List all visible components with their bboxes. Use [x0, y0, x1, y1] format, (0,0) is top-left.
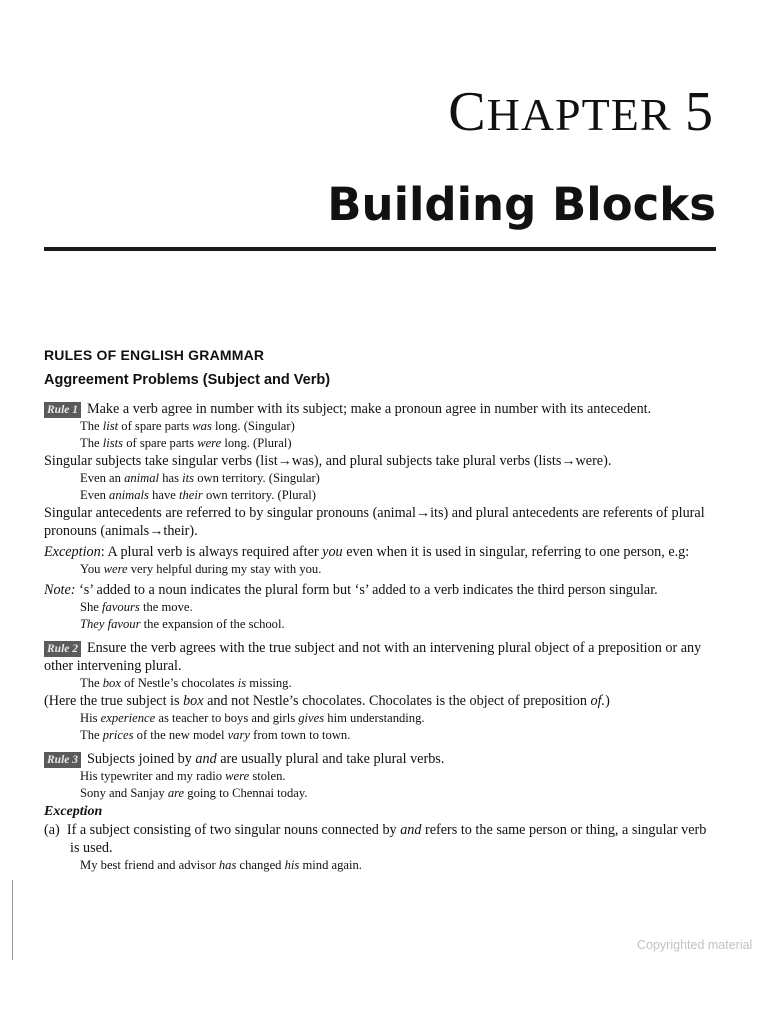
section-heading: RULES OF ENGLISH GRAMMAR: [44, 347, 265, 363]
rule2-example: The prices of the new model vary from town to town.: [80, 728, 351, 742]
exception-heading: Exception: [44, 804, 103, 819]
rule1-example: They favour the expansion of the school.: [80, 617, 285, 631]
rule1-example: You were very helpful during my stay with you.: [80, 562, 322, 576]
rule1-example: The lists of spare parts were long. (Plural): [80, 436, 292, 450]
rule2-paragraph: (Here the true subject is box and not Nestle’s chocolates. Chocolates is the object of preposition of.): [44, 693, 610, 709]
title-divider: [44, 247, 716, 251]
rule3-example: His typewriter and my radio were stolen.: [80, 769, 286, 783]
section-subheading: Aggreement Problems (Subject and Verb): [44, 372, 331, 388]
rule1-badge: Rule 1: [44, 402, 81, 418]
rule1-example: The list of spare parts was long. (Singular): [80, 419, 295, 433]
rule1-note: Note: ‘s’ added to a noun indicates the plural form but ‘s’ added to a verb indicates the third person singular.: [44, 582, 658, 598]
rule1-statement: Rule 1 Make a verb agree in number with its subject; make a pronoun agree in number with its antecedent.: [44, 400, 718, 418]
copyright-watermark: Copyrighted material: [637, 938, 753, 952]
rule3-statement: Rule 3 Subjects joined by and are usually plural and take plural verbs.: [44, 750, 718, 768]
chapter-title: Building Blocks: [327, 178, 716, 231]
rule1-example: Even animals have their own territory. (Plural): [80, 488, 316, 502]
rule3-example: My best friend and advisor has changed his mind again.: [80, 858, 362, 872]
exception-item-a: (a) If a subject consisting of two singular nouns connected by and refers to the same person or thing, a singular verb is used.: [44, 822, 707, 856]
rule1-paragraph: Singular subjects take singular verbs (list→was), and plural subjects take plural verbs (lists→were).: [44, 453, 612, 469]
rule1-exception: Exception: A plural verb is always required after you even when it is used in singular, referring to one person, e.g:: [44, 544, 690, 560]
rule1-paragraph: Singular antecedents are referred to by singular pronouns (animal→its) and plural antecedents are referents of plural pronouns (animals→their).: [44, 505, 705, 539]
rule2-example: The box of Nestle’s chocolates is missing.: [80, 676, 292, 690]
chapter-number: CHAPTER 5: [448, 81, 714, 143]
page-content: [44, 347, 718, 874]
rule3-example: Sony and Sanjay are going to Chennai today.: [80, 786, 308, 800]
rule2-badge: Rule 2: [44, 641, 81, 657]
rule1-example: Even an animal has its own territory. (Singular): [80, 471, 320, 485]
scan-margin-mark: [12, 880, 13, 960]
rule2-statement: Rule 2 Ensure the verb agrees with the true subject and not with an intervening plural object of a preposition or any other intervening plural.: [44, 640, 702, 674]
rule3-badge: Rule 3: [44, 752, 81, 768]
rule1-example: She favours the move.: [80, 600, 193, 614]
rule2-example: His experience as teacher to boys and girls gives him understanding.: [80, 711, 425, 725]
